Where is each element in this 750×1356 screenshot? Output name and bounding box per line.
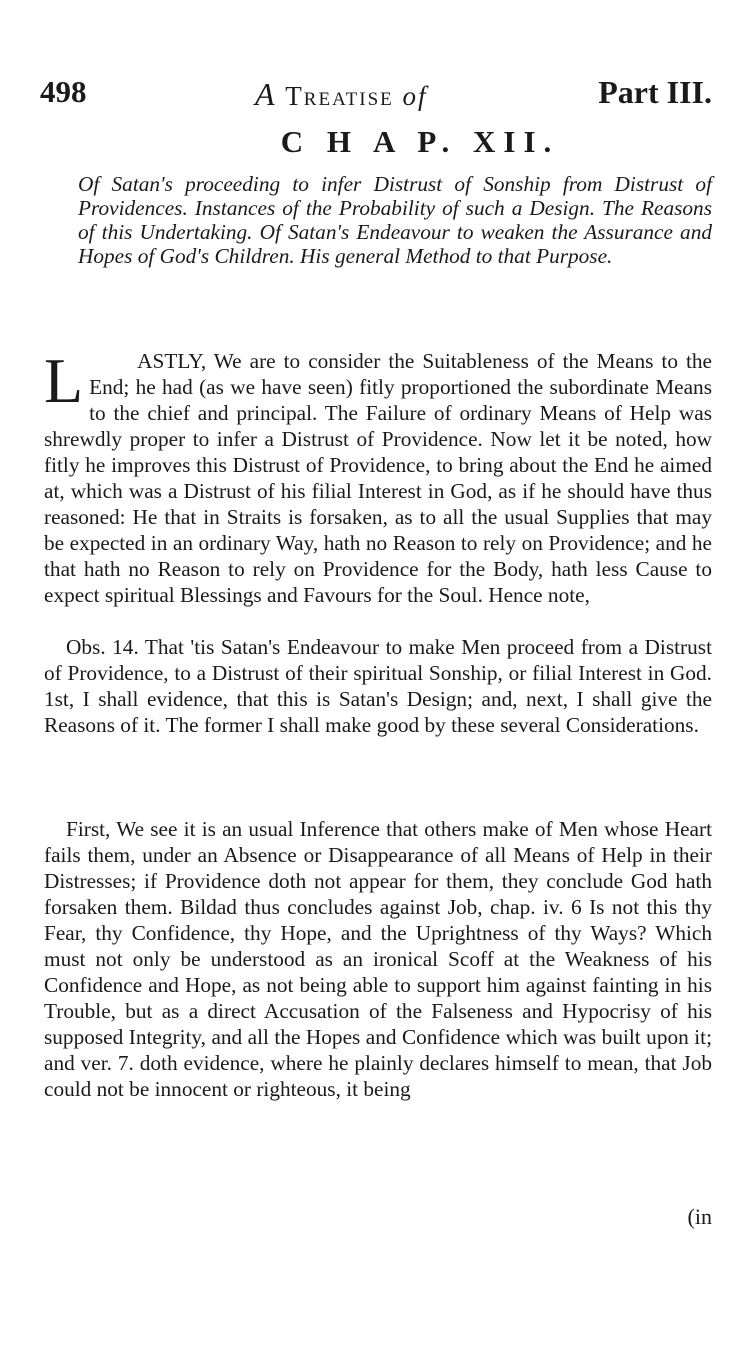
- running-title: [255, 76, 428, 113]
- catchword: (in: [687, 1204, 712, 1229]
- chapter-summary: Of Satan's proceeding to infer Distrust of Sonship from Distrust of Providences. Instances of the Probability of such a Design. The Reasons of this Undertaking. Of Satan's Endeavour to weaken the Assurance and Hopes of God's Children. His general Method to that Purpose.: [78, 172, 712, 268]
- running-title-a: A: [255, 76, 277, 112]
- paragraph-1: [44, 345, 712, 608]
- running-title-treatise: Treatise: [285, 81, 394, 111]
- chapter-heading: C H A P. XII.: [280, 124, 560, 159]
- running-header: [40, 62, 712, 112]
- running-title-of: of: [402, 81, 428, 111]
- drop-cap: L: [44, 345, 84, 416]
- paragraph-2: Obs. 14. That 'tis Satan's Endeavour to make Men proceed from a Distrust of Providence, to a Distrust of their spiritual Sonship, or filial Interest in God. 1st, I shall evidence, that this is Satan's Design; and, next, I shall give the Reasons of it. The former I shall make good by these several Considerations.: [44, 635, 712, 737]
- part-label: Part III.: [598, 74, 712, 110]
- page-number: 498: [40, 74, 87, 109]
- paragraph-3: First, We see it is an usual Inference that others make of Men whose Heart fails them, under an Absence or Disappearance of all Means of Help in their Distresses; if Providence doth not appear for them, they conclude God hath forsaken them. Bildad thus concludes against Job, chap. iv. 6 Is not this thy Fear, thy Confidence, thy Hope, and the Uprightness of thy Ways? Which must not only be understood as an ironical Scoff at the Weakness of his Confidence and Hope, as not being able to support him against fainting in his Trouble, but as a direct Accusation of the Falseness and Hypocrisy of his supposed Integrity, and all the Hopes and Confidence which was built upon it; and ver. 7. doth evidence, where he plainly declares himself to mean, that Job could not be innocent or righteous, it being: [44, 817, 712, 1101]
- paragraph-1-text: ASTLY, We are to consider the Suitableness of the Means to the End; he had (as we have seen) fitly proportioned the subordinate Means to the chief and principal. The Failure of ordinary Means of Help was shrewdly proper to infer a Distrust of Providence. Now let it be noted, how fitly he improves this Distrust of Providence, to bring about the End he aimed at, which was a Distrust of his filial Interest in God, as if he should have thus reasoned: He that in Straits is forsaken, as to all the usual Supplies that may be expected in an ordinary Way, hath no Reason to rely on Providence; and he that hath no Reason to rely on Providence for the Body, hath less Cause to expect spiritual Blessings and Favours for the Soul. Hence note,: [44, 349, 712, 607]
